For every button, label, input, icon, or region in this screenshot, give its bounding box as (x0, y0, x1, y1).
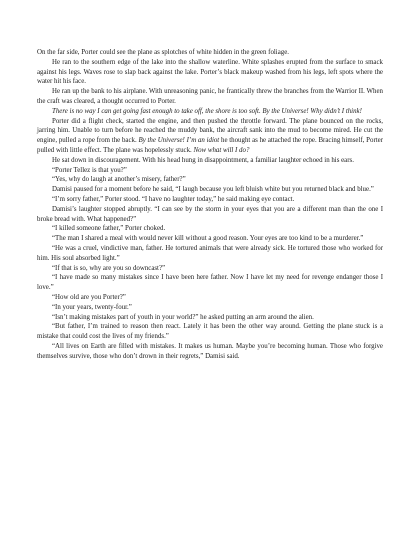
dialogue-line: “But father, I’m trained to reason then react. Lately it has been the other way around. Getting the plane stuck is a mistake that could cost the lives of my friends.” (37, 323, 383, 341)
dialogue-line: “I have made so many mistakes since I have been here father. Now I have let my need for revenge endanger those I love.” (37, 274, 383, 292)
paragraph: On the far side, Porter could see the plane as splotches of white hidden in the green foliage. (37, 49, 290, 56)
dialogue-line: “Isn’t making mistakes part of youth in your world?” he asked putting an arm around the alien. (52, 313, 314, 321)
dialogue-line: “The man I shared a meal with would never kill without a good reason. Your eyes are too kind to be a murderer.” (52, 235, 364, 243)
dialogue-line: Damisi paused for a moment before he said, “I laugh because you left bluish white but you returned black and blue.” (52, 186, 374, 194)
dialogue-line: “In your years, twenty-four.” (52, 303, 132, 311)
paragraph: He sat down in discouragement. With his head hung in disappointment, a familiar laughter echoed in his ears. (52, 156, 354, 164)
dialogue-line: “How old are you Porter?” (52, 293, 126, 301)
dialogue-line: “If that is so, why are you so downcast?” (52, 264, 166, 272)
italic-thought: By the Universe! I’m an idiot (138, 137, 220, 145)
dialogue-line: “I’m sorry father,” Porter stood. “I have no laughter today,” he said making eye contact. (52, 195, 295, 203)
paragraph: He ran up the bank to his airplane. With unreasoning panic, he frantically threw the branches from the Warrior II. When the craft was cleared, a thought occurred to Porter. (37, 88, 383, 105)
paragraph (37, 117, 383, 156)
dialogue-line: “Yes, why do laugh at another’s misery, father?” (52, 176, 186, 184)
dialogue-line: “I killed someone father,” Porter choked. (52, 225, 166, 233)
dialogue-line: “Porter Tellez is that you?” (52, 166, 127, 174)
dialogue-line: “All lives on Earth are filled with mistakes. It makes us human. Maybe you’re becoming human. Those who forgive themselves survive, those who don’t drown in their regrets,” Damisi said. (37, 342, 383, 360)
dialogue-line: “He was a cruel, vindictive man, father. He tortured animals that were already sick. He tortured those who worked for him. His soul absorbed light.” (37, 244, 383, 262)
paragraph-text: he thought as he attached the rope. Bracing himself, Porter pulled with little effect. The plane was hopelessly stuck. (37, 137, 384, 154)
italic-thought-paragraph: There is no way I can get going fast enough to take off, the shore is too soft. By the Universe! Why didn’t I think! (52, 107, 362, 115)
paragraph-text: Porter did a flight check, started the engine, and then pushed the throttle forward. The plane bounced on the rocks, jarring him. Unable to turn before he reached the muddy bank, the aircraft sank into the mud to become mired. He cut the engine, pulled a rope from the back. (37, 117, 383, 145)
paragraph: He ran to the southern edge of the lake into the shallow waterline. White splashes erupted from the surface to smack against his legs. Waves rose to slap back against the lake. Porter’s black makeup washed from his legs, left spots where the water hit his face. (37, 58, 383, 86)
dialogue-line: Damisi’s laughter stopped abruptly. “I can see by the storm in your eyes that you are a different man than the one I broke bread with. What happened?” (37, 205, 383, 223)
italic-thought: Now what will I do? (193, 146, 250, 154)
